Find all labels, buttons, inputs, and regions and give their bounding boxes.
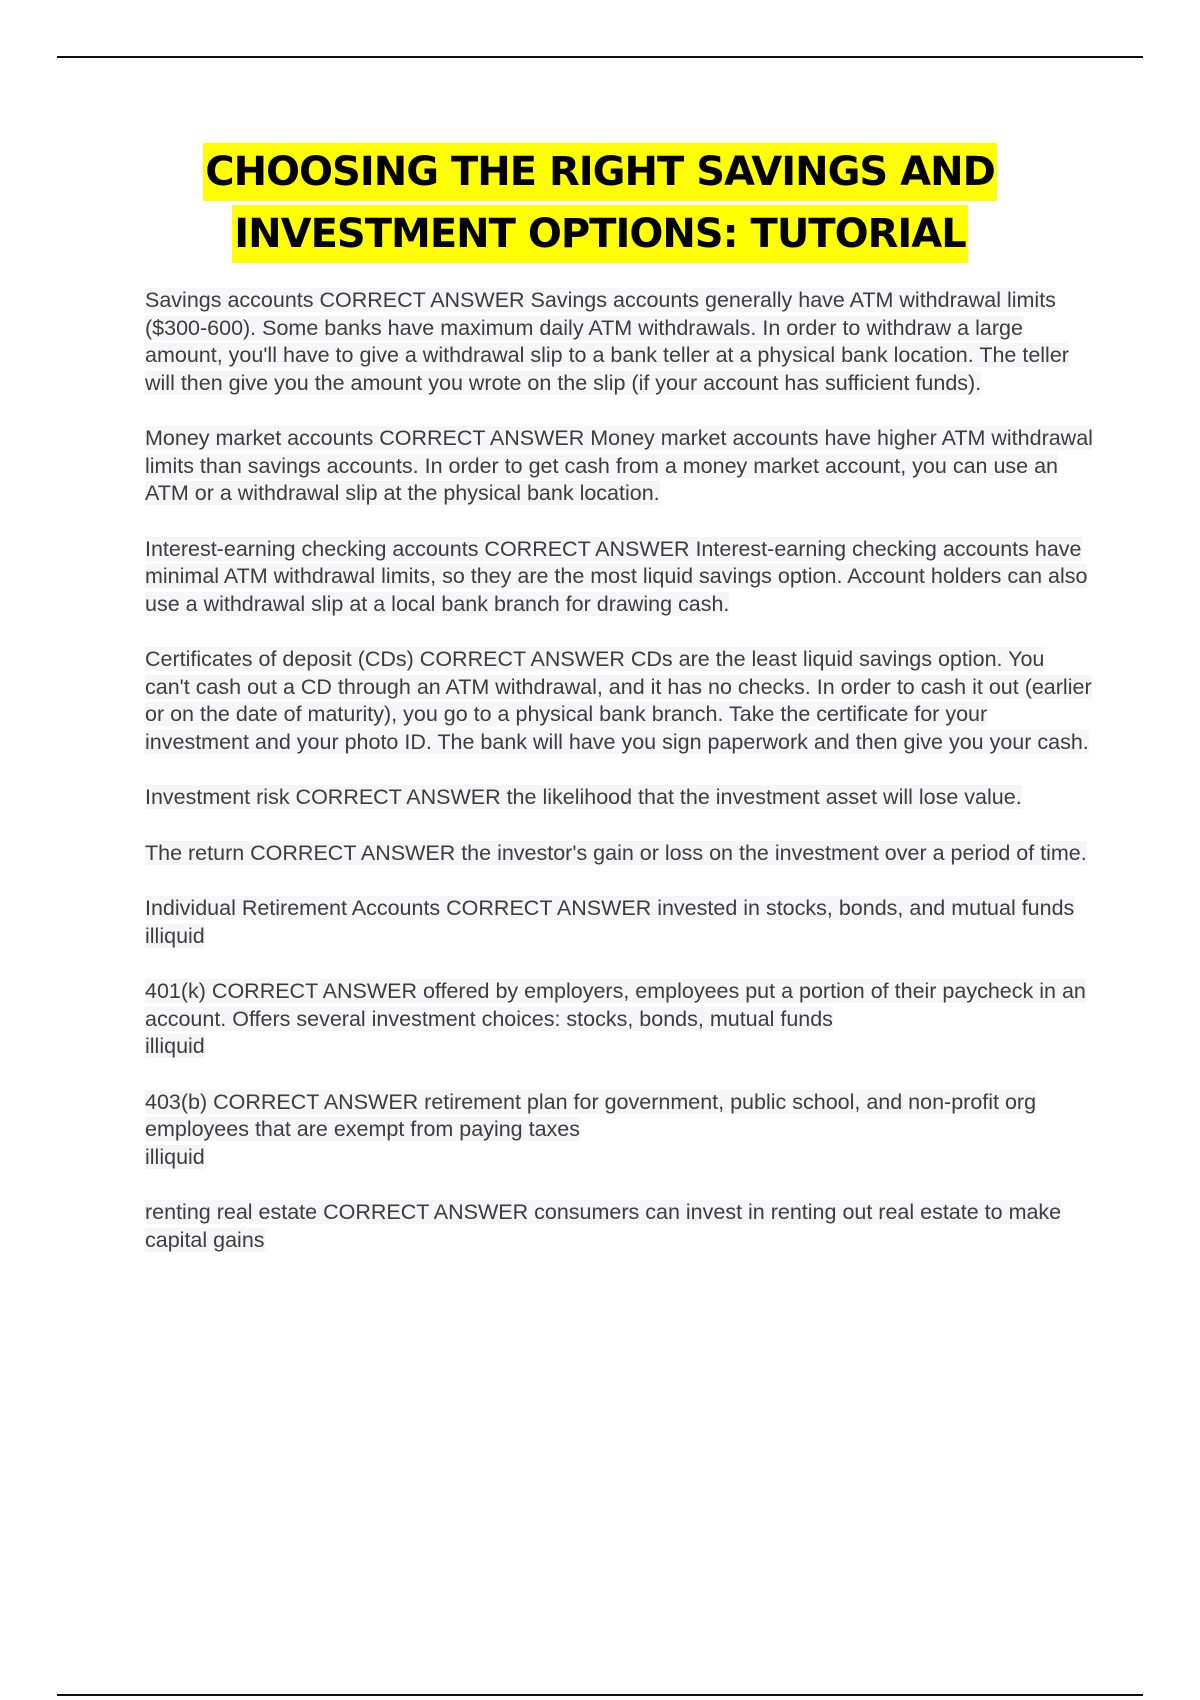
qa-list [145,287,1095,1282]
qa-text: Individual Retirement Accounts CORRECT ANSWER invested in stocks, bonds, and mutual funds [145,896,1075,920]
qa-text: Certificates of deposit (CDs) CORRECT ANSWER CDs are the least liquid savings option. You can't cash out a CD through an ATM withdrawal, and it has no checks. In order to cash it out (earlier or on the date of maturity), you go to a physical bank branch. Take the certificate for your investment and your photo ID. The bank will have you sign paperwork and then give you your cash. [145,647,1092,754]
qa-entry-renting-real-estate [145,1199,1095,1254]
qa-text: The return CORRECT ANSWER the investor's gain or loss on the investment over a period of time. [145,840,1087,865]
qa-text: renting real estate CORRECT ANSWER consumers can invest in renting out real estate to make capital gains [145,1200,1062,1252]
qa-text: Savings accounts CORRECT ANSWER Savings accounts generally have ATM withdrawal limits ($300-600). Some banks have maximum daily ATM withdrawals. In order to withdraw a large amount, you'll have to give a withdrawal slip to a bank teller at a physical bank location. The teller will then give you the amount you wrote on the slip (if your account has sufficient funds). [145,288,1069,395]
qa-entry-money-market [145,425,1095,508]
title-line-1: CHOOSING THE RIGHT SAVINGS AND [203,143,997,201]
qa-entry-savings-accounts [145,287,1095,397]
qa-text: Investment risk CORRECT ANSWER the likelihood that the investment asset will lose value. [145,785,1022,809]
document-title [0,143,1200,267]
qa-text: Interest-earning checking accounts CORRECT ANSWER Interest-earning checking accounts have minimal ATM withdrawal limits, so they are the most liquid savings option. Account holders can also use a withdrawal slip at a local bank branch for drawing cash. [145,536,1088,616]
qa-text: 403(b) CORRECT ANSWER retirement plan for government, public school, and non-profit org employees that are exempt from paying taxes [145,1089,1037,1141]
qa-entry-investment-risk [145,784,1095,812]
qa-text: 401(k) CORRECT ANSWER offered by employers, employees put a portion of their paycheck in an account. Offers several investment choices: stocks, bonds, mutual funds [145,979,1086,1031]
qa-liquidity-note: illiquid [145,1144,205,1169]
qa-entry-return [145,840,1095,868]
qa-entry-401k [145,978,1095,1061]
qa-entry-cds [145,646,1095,756]
title-line-2: INVESTMENT OPTIONS: TUTORIAL [232,205,967,263]
qa-liquidity-note: illiquid [145,923,205,948]
top-rule [57,56,1143,58]
qa-liquidity-note: illiquid [145,1034,205,1058]
qa-entry-ira [145,895,1095,950]
bottom-rule [57,1694,1143,1696]
qa-entry-403b [145,1089,1095,1172]
qa-entry-interest-checking [145,536,1095,619]
qa-text: Money market accounts CORRECT ANSWER Money market accounts have higher ATM withdrawal limits than savings accounts. In order to get cash from a money market account, you can use an ATM or a withdrawal slip at the physical bank location. [145,426,1093,505]
